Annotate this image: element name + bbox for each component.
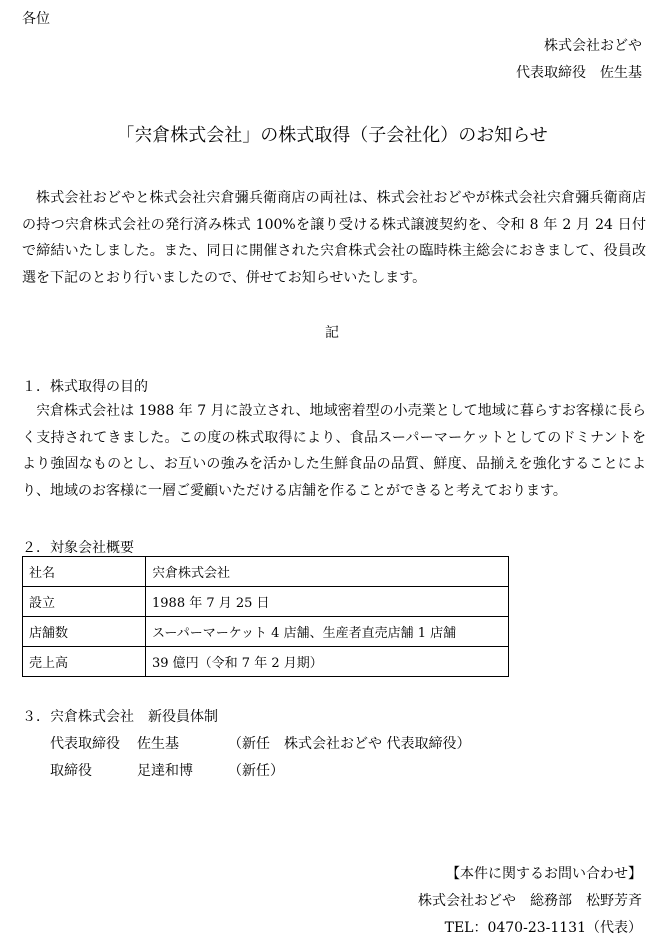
officer-note: （新任）	[228, 763, 284, 779]
officer-role: 取締役	[50, 763, 92, 779]
officer-note: （新任 株式会社おどや 代表取締役）	[228, 736, 471, 752]
officer-name: 足達和博	[137, 763, 193, 779]
row-value: 39 億円（令和 7 年 2 月期）	[146, 647, 509, 677]
table-row	[23, 587, 509, 617]
row-label: 設立	[23, 587, 146, 617]
section1-paragraph	[22, 398, 646, 505]
page-title: 「宍倉株式会社」の株式取得（子会社化）のお知らせ	[116, 125, 548, 146]
table-row	[23, 617, 509, 647]
row-label: 売上高	[23, 647, 146, 677]
table-row	[23, 557, 509, 587]
row-value: 1988 年 7 月 25 日	[146, 587, 509, 617]
officer-name: 佐生基	[137, 736, 179, 752]
row-label: 店舗数	[23, 617, 146, 647]
contact-heading: 【本件に関するお問い合わせ】	[446, 866, 642, 882]
section1-heading: １．株式取得の目的	[22, 379, 148, 395]
ki-marker: 記	[325, 325, 339, 341]
row-label: 社名	[23, 557, 146, 587]
officer-role: 代表取締役	[50, 736, 120, 752]
row-value: スーパーマーケット 4 店舗、生産者直売店舗 1 店舗	[146, 617, 509, 647]
intro-paragraph	[22, 185, 646, 292]
intro-text: 株式会社おどやと株式会社宍倉彌兵衛商店の両社は、株式会社おどやが株式会社宍倉彌兵衛商店の持つ宍倉株式会社の発行済み株式 100%を譲り受ける株式譲渡契約を、令和 8 年 2 月 24 日付で締結いたしました。また、同日に開催された宍倉株式会社の臨時株主総会におきまして、役員改選を下記のとおり行いましたので、併せてお知らせいたします。	[22, 190, 646, 287]
table-row	[23, 647, 509, 677]
addressee: 各位	[22, 11, 50, 27]
section3-heading: ３．宍倉株式会社 新役員体制	[22, 709, 218, 725]
company-name: 株式会社おどや	[544, 38, 642, 54]
section1-text: 宍倉株式会社は 1988 年 7 月に設立され、地域密着型の小売業として地域に暮らすお客様に長らく支持されてきました。この度の株式取得により、食品スーパーマーケットとしてのドミナントをより強固なものとし、お互いの強みを活かした生鮮食品の品質、鮮度、品揃えを強化することにより、地域のお客様に一層ご愛顧いただける店舗を作ることができると考えております。	[22, 403, 646, 500]
contact-person: 株式会社おどや 総務部 松野芳斉	[418, 893, 642, 909]
contact-tel: TEL：0470-23-1131（代表）	[444, 920, 642, 936]
signer: 代表取締役 佐生基	[516, 65, 642, 81]
company-overview-table	[22, 556, 509, 677]
section2-heading: ２．対象会社概要	[22, 540, 134, 556]
row-value: 宍倉株式会社	[146, 557, 509, 587]
